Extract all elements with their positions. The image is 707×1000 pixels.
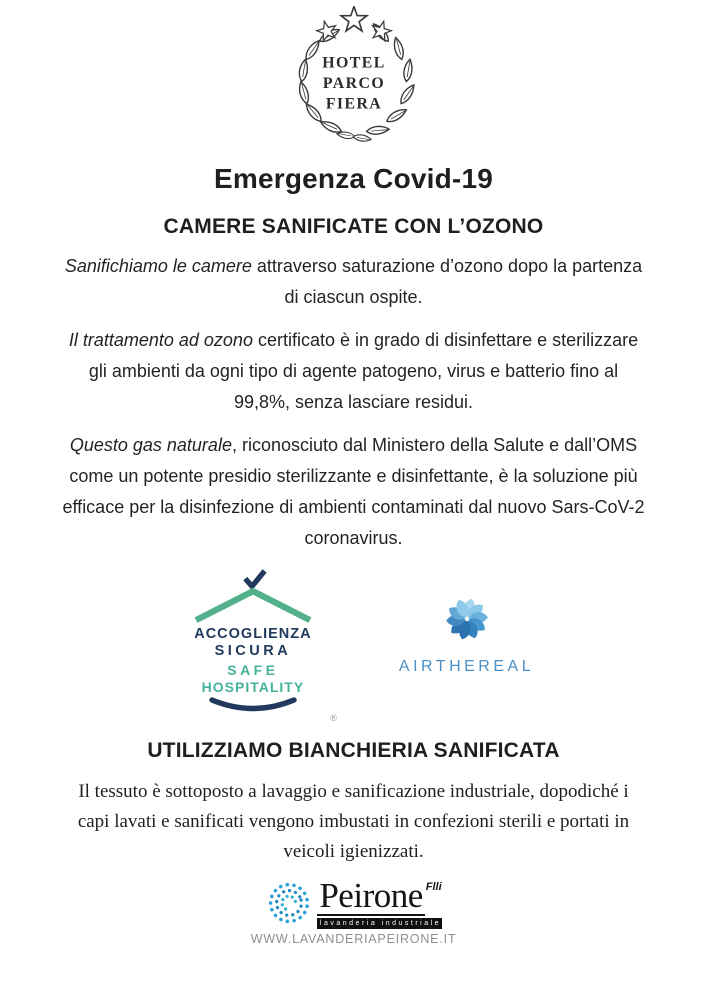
peirone-brand-suffix: Flli [425, 881, 442, 893]
registered-trademark-symbol: ® [330, 713, 337, 723]
hotel-name-line1: HOTEL [321, 54, 386, 72]
ozone-paragraph-2 [61, 325, 646, 418]
safe-label: SAFE [227, 662, 279, 678]
smile-icon [178, 695, 328, 719]
paragraph-lead-italic: Sanifichiamo le camere [64, 256, 252, 276]
accoglienza-label: ACCOGLIENZA [194, 626, 312, 642]
peirone-brand-row [317, 876, 442, 916]
star-icon [341, 6, 367, 30]
peirone-website-url: WWW.LAVANDERIAPEIRONE.IT [250, 932, 457, 946]
ozone-section-heading: CAMERE SANIFICATE CON L’OZONO [163, 215, 544, 238]
paragraph-lead-italic: Il trattamento ad ozono [68, 330, 253, 350]
paragraph-text: , riconosciuto dal Ministero della Salute e dall’OMS come un potente presidio sterilizzante e disinfettante, è la soluzione più efficace per la disinfezione di ambienti contaminati dal nuovo Sars-CoV-2 coronavirus. [62, 435, 645, 548]
airthereal-badge [399, 590, 534, 676]
linen-section-heading: UTILIZZIAMO BIANCHIERIA SANIFICATA [147, 739, 560, 762]
hospitality-label: HOSPITALITY [201, 679, 305, 695]
laurel-wreath-icon [279, 6, 429, 146]
peirone-text-block [317, 876, 442, 929]
ozone-paragraph-1 [61, 251, 646, 313]
sicura-label: SICURA [214, 643, 292, 659]
peirone-brand-name: Peirone [319, 876, 423, 915]
linen-paragraph: Il tessuto è sottoposto a lavaggio e sanificazione industriale, dopodiché i capi lavati e sanificati vengono imbustati in confezioni sterili e portati in veicoli igienizzati. [77, 781, 630, 862]
paragraph-text: attraverso saturazione d’ozono dopo la partenza di ciascun ospite. [251, 256, 643, 307]
paragraph-text: certificato è in grado di disinfettare e sterilizzare gli ambienti da ogni tipo di agente patogeno, virus e batterio fino al 99,8%, senza lasciare residui. [88, 330, 639, 412]
peirone-tagline-bar: lavanderia industriale [317, 918, 441, 929]
pinwheel-icon [438, 590, 496, 648]
hotel-name-line2: PARCO [322, 75, 385, 93]
certification-logos-row [173, 568, 535, 723]
dotted-swirl-icon [265, 879, 313, 927]
airthereal-label: AIRTHEREAL [398, 658, 535, 675]
paragraph-lead-italic: Questo gas naturale [69, 435, 232, 455]
page-title: Emergenza Covid-19 [213, 163, 494, 194]
hotel-name-line3: FIERA [325, 95, 382, 113]
ozone-paragraph-3 [61, 430, 646, 554]
accoglienza-sicura-badge [173, 568, 337, 723]
hotel-logo [279, 6, 429, 151]
peirone-logo-top [265, 876, 442, 929]
peirone-logo [250, 876, 457, 946]
roof-checkmark-icon [178, 568, 328, 624]
